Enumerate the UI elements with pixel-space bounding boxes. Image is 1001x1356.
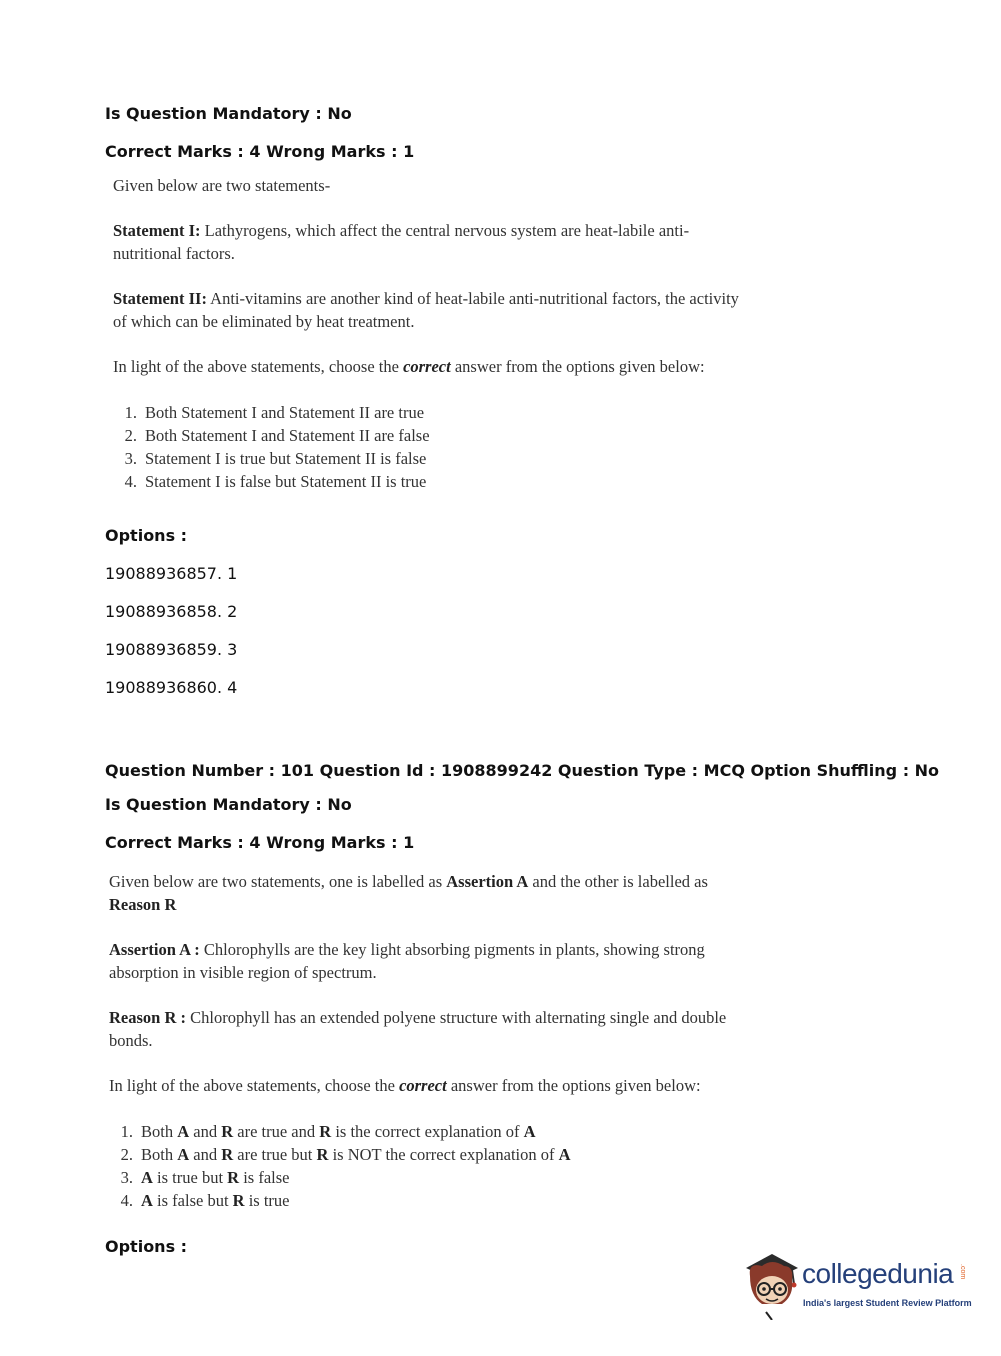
choice-item: 1. Both Statement I and Statement II are true [124, 403, 425, 422]
option-item: 19088936859. 3 [105, 640, 238, 659]
options-heading: Options : [105, 1237, 188, 1256]
choice-item: 2. Both Statement I and Statement II are false [124, 426, 430, 445]
assertion-a: Assertion A : Chlorophylls are the key light absorbing pigments in plants, showing strong absorption in visible region of spectrum. [109, 940, 705, 982]
question-intro: Given below are two statements, one is labelled as Assertion A and the other is labelled as Reason R [109, 872, 708, 914]
option-item: 19088936860. 4 [105, 678, 238, 697]
question-prompt [113, 355, 753, 378]
logo-com: .com [959, 1264, 966, 1280]
choice-list [109, 1120, 749, 1212]
choice-item: 2. Both A and R are true but R is NOT the correct explanation of A [120, 1145, 571, 1164]
statement-1-text: Lathyrogens, which affect the central nervous system are heat-labile anti- [204, 221, 690, 240]
question-image-101 [109, 870, 749, 1212]
question-image-100 [113, 174, 753, 493]
question-mandatory: Is Question Mandatory : No [105, 104, 352, 123]
option-item: 19088936857. 1 [105, 564, 238, 583]
reason-r: Reason R : Chlorophyll has an extended polyene structure with alternating single and double bonds. [109, 1008, 727, 1050]
logo-tagline: India's largest Student Review Platform [803, 1298, 972, 1308]
prompt-emphasis: correct [403, 357, 451, 376]
statement-2-text: Anti-vitamins are another kind of heat-labile anti-nutritional factors, the activity [210, 289, 739, 308]
question-prompt: In light of the above statements, choose the correct answer from the options given below: [109, 1076, 701, 1095]
question-marks: Correct Marks : 4 Wrong Marks : 1 [105, 142, 415, 161]
statement-2-label: Statement II: [113, 289, 207, 308]
choice-list [113, 401, 753, 493]
choice-item: 4. Statement I is false but Statement II is true [124, 472, 427, 491]
choice-item: 1. Both A and R are true and R is the correct explanation of A [120, 1122, 536, 1141]
collegedunia-logo [742, 1250, 972, 1320]
question-marks: Correct Marks : 4 Wrong Marks : 1 [105, 833, 415, 852]
reason-label: Reason R : [109, 1008, 186, 1027]
statement-2 [113, 287, 753, 333]
choice-item: 4. A is false but R is true [120, 1191, 290, 1210]
mascot-icon [742, 1250, 802, 1320]
statement-1-label: Statement I: [113, 221, 201, 240]
options-heading: Options : [105, 526, 188, 545]
logo-name: collegedunia [802, 1258, 954, 1289]
question-mandatory: Is Question Mandatory : No [105, 795, 352, 814]
statement-1 [113, 219, 753, 265]
question-intro: Given below are two statements- [113, 176, 331, 195]
statement-1-text-cont: nutritional factors. [113, 244, 235, 263]
prompt-text: In light of the above statements, choose the [113, 357, 399, 376]
prompt-text-end: answer from the options given below: [454, 357, 705, 376]
choice-item: 3. Statement I is true but Statement II is false [124, 449, 427, 468]
option-item: 19088936858. 2 [105, 602, 238, 621]
question-header: Question Number : 101 Question Id : 1908899242 Question Type : MCQ Option Shuffling : No [105, 761, 940, 780]
choice-item: 3. A is true but R is false [120, 1168, 290, 1187]
assertion-label: Assertion A : [109, 940, 200, 959]
statement-2-text-cont: of which can be eliminated by heat treatment. [113, 312, 415, 331]
